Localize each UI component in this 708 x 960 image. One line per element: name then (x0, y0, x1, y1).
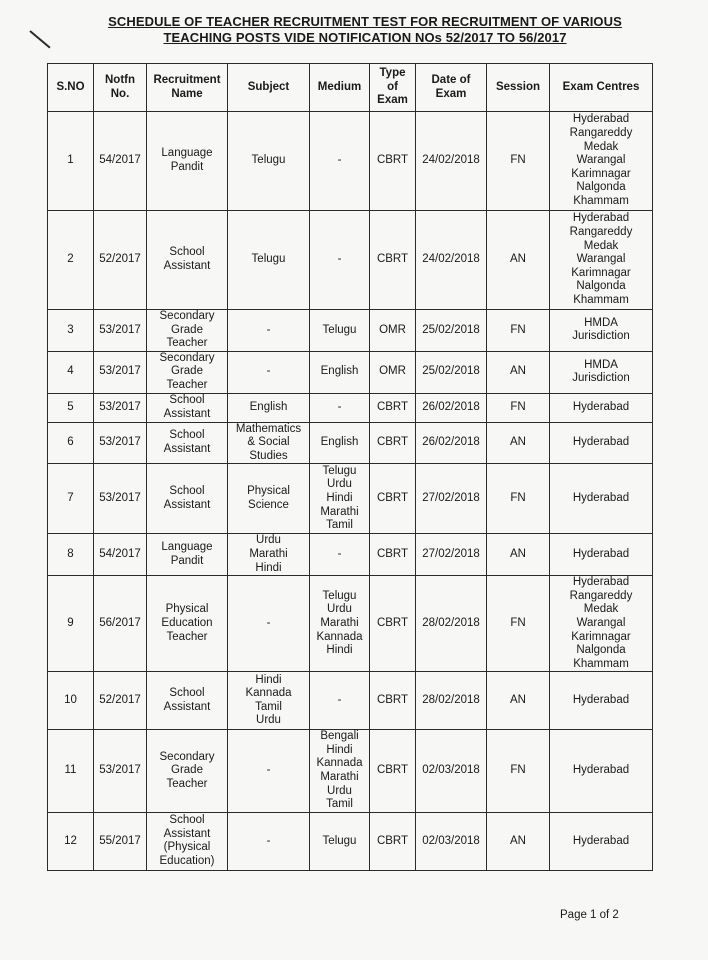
cell-sno: 5 (48, 393, 94, 422)
cell-exam-type: CBRT (370, 576, 416, 672)
cell-subject: - (228, 310, 310, 352)
cell-centres: Hyderabad Rangareddy Medak Warangal Karimnagar Nalgonda Khammam (550, 112, 653, 211)
cell-medium: Telugu Urdu Marathi Kannada Hindi (310, 576, 370, 672)
cell-exam-type: CBRT (370, 672, 416, 730)
cell-medium: English (310, 422, 370, 464)
cell-centres: Hyderabad (550, 672, 653, 730)
table-row (48, 730, 653, 813)
cell-date: 24/02/2018 (416, 112, 487, 211)
cell-sno: 2 (48, 211, 94, 310)
header-session: Session (487, 64, 550, 112)
cell-notfn: 54/2017 (94, 534, 147, 576)
cell-session: AN (487, 422, 550, 464)
cell-medium: - (310, 112, 370, 211)
cell-exam-type: CBRT (370, 812, 416, 870)
cell-notfn: 52/2017 (94, 672, 147, 730)
schedule-table (47, 63, 653, 871)
cell-centres: Hyderabad (550, 534, 653, 576)
cell-exam-type: CBRT (370, 211, 416, 310)
cell-recruitment: Secondary Grade Teacher (147, 310, 228, 352)
cell-session: AN (487, 534, 550, 576)
cell-medium: - (310, 672, 370, 730)
cell-medium: - (310, 393, 370, 422)
header-row (48, 64, 653, 112)
cell-recruitment: School Assistant (147, 464, 228, 534)
cell-medium: - (310, 211, 370, 310)
cell-date: 26/02/2018 (416, 422, 487, 464)
cell-recruitment: Secondary Grade Teacher (147, 351, 228, 393)
cell-exam-type: CBRT (370, 422, 416, 464)
table-row (48, 576, 653, 672)
cell-notfn: 53/2017 (94, 730, 147, 813)
cell-notfn: 52/2017 (94, 211, 147, 310)
cell-recruitment: School Assistant (147, 211, 228, 310)
cell-subject: - (228, 730, 310, 813)
cell-subject: Hindi Kannada Tamil Urdu (228, 672, 310, 730)
cell-subject: - (228, 812, 310, 870)
cell-session: FN (487, 112, 550, 211)
cell-date: 02/03/2018 (416, 812, 487, 870)
page-number: Page 1 of 2 (560, 909, 619, 921)
cell-centres: Hyderabad Rangareddy Medak Warangal Karimnagar Nalgonda Khammam (550, 211, 653, 310)
cell-sno: 1 (48, 112, 94, 211)
title-line-1: SCHEDULE OF TEACHER RECRUITMENT TEST FOR RECRUITMENT OF VARIOUS (108, 14, 622, 29)
cell-recruitment: School Assistant (Physical Education) (147, 812, 228, 870)
cell-recruitment: Language Pandit (147, 534, 228, 576)
cell-centres: Hyderabad (550, 812, 653, 870)
cell-session: FN (487, 310, 550, 352)
cell-subject: Telugu (228, 112, 310, 211)
cell-centres: Hyderabad (550, 464, 653, 534)
table-row (48, 672, 653, 730)
cell-centres: Hyderabad Rangareddy Medak Warangal Karimnagar Nalgonda Khammam (550, 576, 653, 672)
cell-notfn: 54/2017 (94, 112, 147, 211)
cell-date: 27/02/2018 (416, 534, 487, 576)
cell-subject: Urdu Marathi Hindi (228, 534, 310, 576)
cell-recruitment: Language Pandit (147, 112, 228, 211)
cell-session: AN (487, 812, 550, 870)
cell-exam-type: CBRT (370, 393, 416, 422)
header-sno: S.NO (48, 64, 94, 112)
cell-subject: Telugu (228, 211, 310, 310)
cell-recruitment: Physical Education Teacher (147, 576, 228, 672)
cell-notfn: 53/2017 (94, 310, 147, 352)
cell-notfn: 53/2017 (94, 393, 147, 422)
header-exam-type: Type of Exam (370, 64, 416, 112)
cell-notfn: 56/2017 (94, 576, 147, 672)
cell-date: 28/02/2018 (416, 576, 487, 672)
cell-date: 25/02/2018 (416, 351, 487, 393)
table-row (48, 351, 653, 393)
pen-mark (29, 30, 50, 48)
cell-recruitment: School Assistant (147, 422, 228, 464)
document-title (60, 14, 670, 46)
cell-session: AN (487, 351, 550, 393)
header-recruitment: Recruitment Name (147, 64, 228, 112)
cell-subject: - (228, 351, 310, 393)
cell-date: 26/02/2018 (416, 393, 487, 422)
cell-recruitment: Secondary Grade Teacher (147, 730, 228, 813)
cell-session: AN (487, 672, 550, 730)
header-subject: Subject (228, 64, 310, 112)
cell-sno: 4 (48, 351, 94, 393)
cell-notfn: 53/2017 (94, 464, 147, 534)
cell-centres: Hyderabad (550, 730, 653, 813)
cell-exam-type: OMR (370, 310, 416, 352)
cell-medium: Telugu (310, 310, 370, 352)
table-row (48, 211, 653, 310)
table-row (48, 812, 653, 870)
cell-subject: - (228, 576, 310, 672)
cell-centres: Hyderabad (550, 393, 653, 422)
table-row (48, 534, 653, 576)
table-row (48, 393, 653, 422)
header-medium: Medium (310, 64, 370, 112)
cell-medium: - (310, 534, 370, 576)
cell-session: FN (487, 393, 550, 422)
cell-subject: Physical Science (228, 464, 310, 534)
cell-notfn: 53/2017 (94, 351, 147, 393)
cell-medium: English (310, 351, 370, 393)
cell-session: AN (487, 211, 550, 310)
header-date: Date of Exam (416, 64, 487, 112)
cell-sno: 9 (48, 576, 94, 672)
cell-date: 28/02/2018 (416, 672, 487, 730)
cell-centres: Hyderabad (550, 422, 653, 464)
cell-sno: 11 (48, 730, 94, 813)
table-row (48, 112, 653, 211)
cell-session: FN (487, 576, 550, 672)
cell-recruitment: School Assistant (147, 393, 228, 422)
cell-date: 02/03/2018 (416, 730, 487, 813)
table-row (48, 464, 653, 534)
header-notfn: Notfn No. (94, 64, 147, 112)
cell-centres: HMDA Jurisdiction (550, 310, 653, 352)
cell-centres: HMDA Jurisdiction (550, 351, 653, 393)
cell-sno: 10 (48, 672, 94, 730)
cell-notfn: 53/2017 (94, 422, 147, 464)
cell-sno: 3 (48, 310, 94, 352)
cell-session: FN (487, 730, 550, 813)
cell-notfn: 55/2017 (94, 812, 147, 870)
title-line-2: TEACHING POSTS VIDE NOTIFICATION NOs 52/2017 TO 56/2017 (163, 30, 567, 45)
table-row (48, 310, 653, 352)
cell-exam-type: CBRT (370, 464, 416, 534)
cell-sno: 8 (48, 534, 94, 576)
cell-medium: Telugu (310, 812, 370, 870)
cell-exam-type: OMR (370, 351, 416, 393)
cell-medium: Telugu Urdu Hindi Marathi Tamil (310, 464, 370, 534)
cell-medium: Bengali Hindi Kannada Marathi Urdu Tamil (310, 730, 370, 813)
cell-recruitment: School Assistant (147, 672, 228, 730)
cell-subject: Mathematics & Social Studies (228, 422, 310, 464)
cell-subject: English (228, 393, 310, 422)
cell-date: 25/02/2018 (416, 310, 487, 352)
cell-sno: 6 (48, 422, 94, 464)
header-centres: Exam Centres (550, 64, 653, 112)
cell-exam-type: CBRT (370, 730, 416, 813)
cell-session: FN (487, 464, 550, 534)
cell-exam-type: CBRT (370, 534, 416, 576)
cell-exam-type: CBRT (370, 112, 416, 211)
cell-date: 24/02/2018 (416, 211, 487, 310)
cell-date: 27/02/2018 (416, 464, 487, 534)
cell-sno: 12 (48, 812, 94, 870)
table-row (48, 422, 653, 464)
cell-sno: 7 (48, 464, 94, 534)
